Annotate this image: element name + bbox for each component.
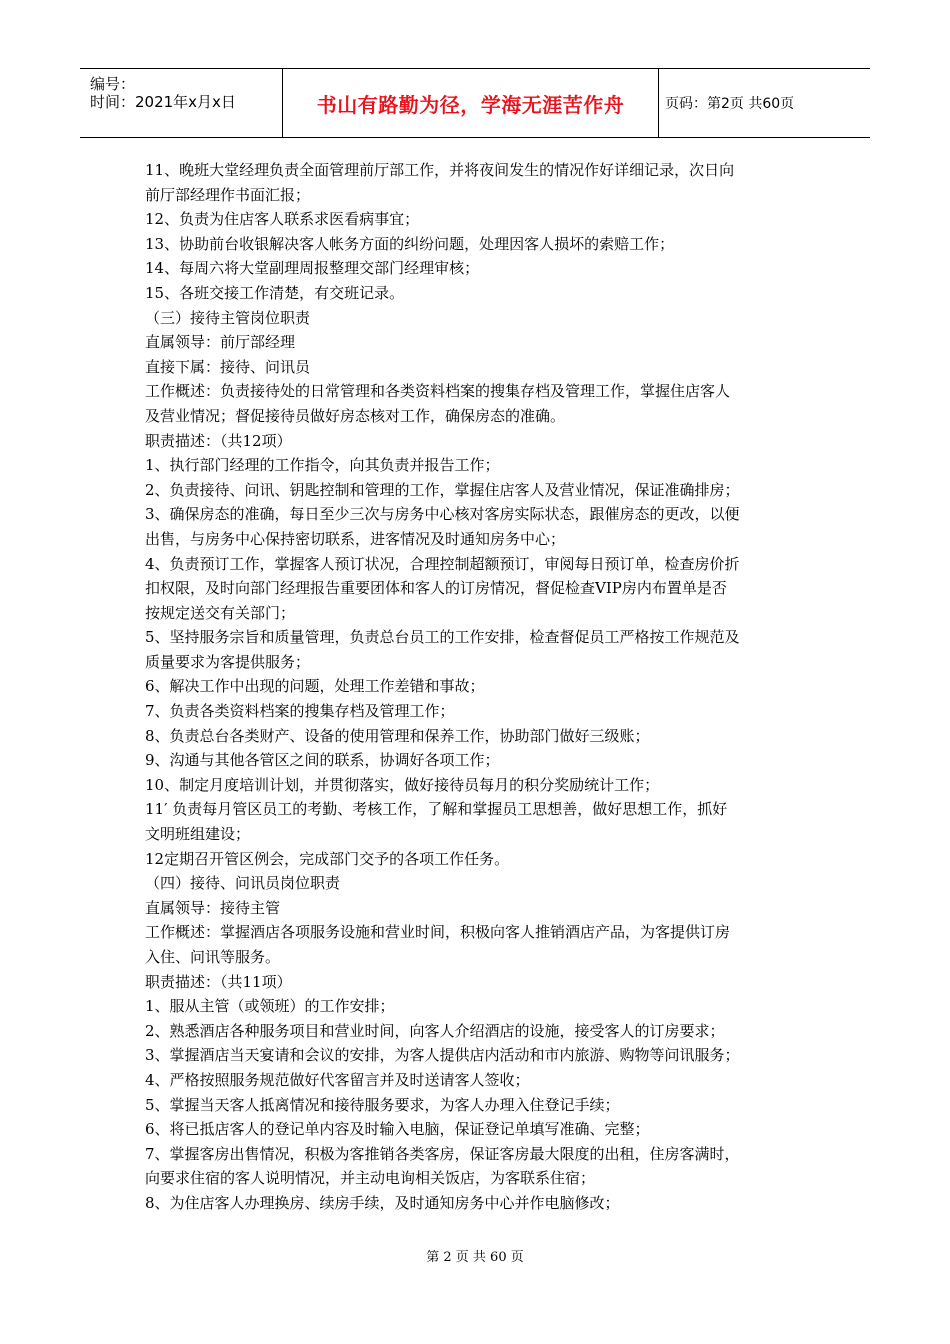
document-body <box>145 158 810 1216</box>
body-line: 9、沟通与其他各管区之间的联系，协调好各项工作； <box>145 751 500 770</box>
body-line: 职责描述：（共12项） <box>145 431 292 450</box>
body-line: 入住、问讯等服务。 <box>145 948 281 966</box>
page-header <box>80 68 870 138</box>
body-line: 前厅部经理作书面汇报； <box>145 185 311 204</box>
body-line: 14、每周六将大堂副理周报整理交部门经理审核； <box>145 259 480 278</box>
body-line: 3、掌握酒店当天宴请和会议的安排，为客人提供店内活动和市内旅游、购物等问讯服务； <box>145 1046 740 1065</box>
body-line: 7、掌握客房出售情况，积极为客推销各类客房，保证客房最大限度的出租，住房客满时， <box>145 1144 740 1163</box>
header-page-info: 页码：第2页 共60页 <box>665 96 795 112</box>
body-line: 扣权限，及时向部门经理报告重要团体和客人的订房情况，督促检查VIP房内布置单是否 <box>145 579 727 598</box>
header-page-cell <box>659 69 870 137</box>
body-line: 2、负责接待、问讯、钥匙控制和管理的工作，掌握住店客人及营业情况，保证准确排房； <box>145 480 740 499</box>
body-line: 文明班组建设； <box>145 825 251 844</box>
body-line: 5、坚持服务宗旨和质量管理，负责总台员工的工作安排，检查督促员工严格按工作规范及 <box>145 628 740 647</box>
body-line: 1、执行部门经理的工作指令，向其负责并报告工作； <box>145 456 500 475</box>
body-line: 职责描述：（共11项） <box>145 972 292 991</box>
page-footer: 第 2 页 共 60 页 <box>426 1250 524 1265</box>
body-line: 向要求住宿的客人说明情况，并主动电询相关饭店，为客联系住宿； <box>145 1169 596 1188</box>
body-line: 工作概述：负责接待处的日常管理和各类资料档案的搜集存档及管理工作，掌握住店客人 <box>145 382 731 401</box>
body-line: 直接下属：接待、问讯员 <box>145 357 311 376</box>
body-line: 5、掌握当天客人抵离情况和接待服务要求，为客人办理入住登记手续； <box>145 1095 620 1114</box>
body-line: 按规定送交有关部门； <box>145 603 296 622</box>
body-line: 及营业情况；督促接待员做好房态核对工作，确保房态的准确。 <box>145 406 566 425</box>
body-line: 8、为住店客人办理换房、续房手续，及时通知房务中心并作电脑修改； <box>145 1193 620 1212</box>
document-date: 时间：2021年x月x日 <box>90 93 236 111</box>
body-line: 8、负责总台各类财产、设备的使用管理和保养工作，协助部门做好三级账； <box>145 726 650 745</box>
body-line: 12定期召开管区例会，完成部门交予的各项工作任务。 <box>145 849 510 868</box>
body-line: 4、负责预订工作，掌握客人预订状况，合理控制超额预订，审阅每日预订单，检查房价折 <box>145 554 740 573</box>
body-line: 15、各班交接工作清楚，有交班记录。 <box>145 283 405 302</box>
body-line: 直属领导：前厅部经理 <box>145 333 296 352</box>
body-line: （三）接待主管岗位职责 <box>145 308 311 327</box>
body-line: 质量要求为客提供服务； <box>145 652 311 671</box>
body-line: 12、负责为住店客人联系求医看病事宜； <box>145 210 420 229</box>
document-code-label: 编号： <box>90 75 136 93</box>
body-line: 6、将已抵店客人的登记单内容及时输入电脑，保证登记单填写准确、完整； <box>145 1120 650 1139</box>
body-line: （四）接待、问讯员岗位职责 <box>145 874 341 893</box>
body-line: 1、服从主管（或领班）的工作安排； <box>145 997 395 1016</box>
body-line: 工作概述：掌握酒店各项服务设施和营业时间，积极向客人推销酒店产品，为客提供订房 <box>145 923 731 942</box>
body-line: 3、确保房态的准确，每日至少三次与房务中心核对客房实际状态，跟催房态的更改，以便 <box>145 505 740 524</box>
body-line: 出售，与房务中心保持密切联系，进客情况及时通知房务中心； <box>145 529 566 548</box>
body-line: 10、制定月度培训计划，并贯彻落实，做好接待员每月的积分奖励统计工作； <box>145 775 660 794</box>
header-motto-cell <box>283 69 659 137</box>
body-line: 2、熟悉酒店各种服务项目和营业时间，向客人介绍酒店的设施，接受客人的订房要求； <box>145 1021 725 1040</box>
body-line: 11、晚班大堂经理负责全面管理前厅部工作，并将夜间发生的情况作好详细记录，次日向 <box>145 161 735 179</box>
header-motto: 书山有路勤为径，学海无涯苦作舟 <box>316 92 625 117</box>
body-line: 6、解决工作中出现的问题，处理工作差错和事故； <box>145 677 485 696</box>
header-info-cell <box>80 69 283 137</box>
body-line: 13、协助前台收银解决客人帐务方面的纠纷问题，处理因客人损坏的索赔工作； <box>145 234 675 253</box>
body-line: 4、严格按照服务规范做好代客留言并及时送请客人签收； <box>145 1070 530 1089</box>
body-line: 11′ 负责每月管区员工的考勤、考核工作，了解和掌握员工思想善，做好思想工作，抓好 <box>145 800 728 819</box>
body-line: 直属领导：接待主管 <box>145 898 281 917</box>
body-line: 7、负责各类资料档案的搜集存档及管理工作； <box>145 702 455 721</box>
